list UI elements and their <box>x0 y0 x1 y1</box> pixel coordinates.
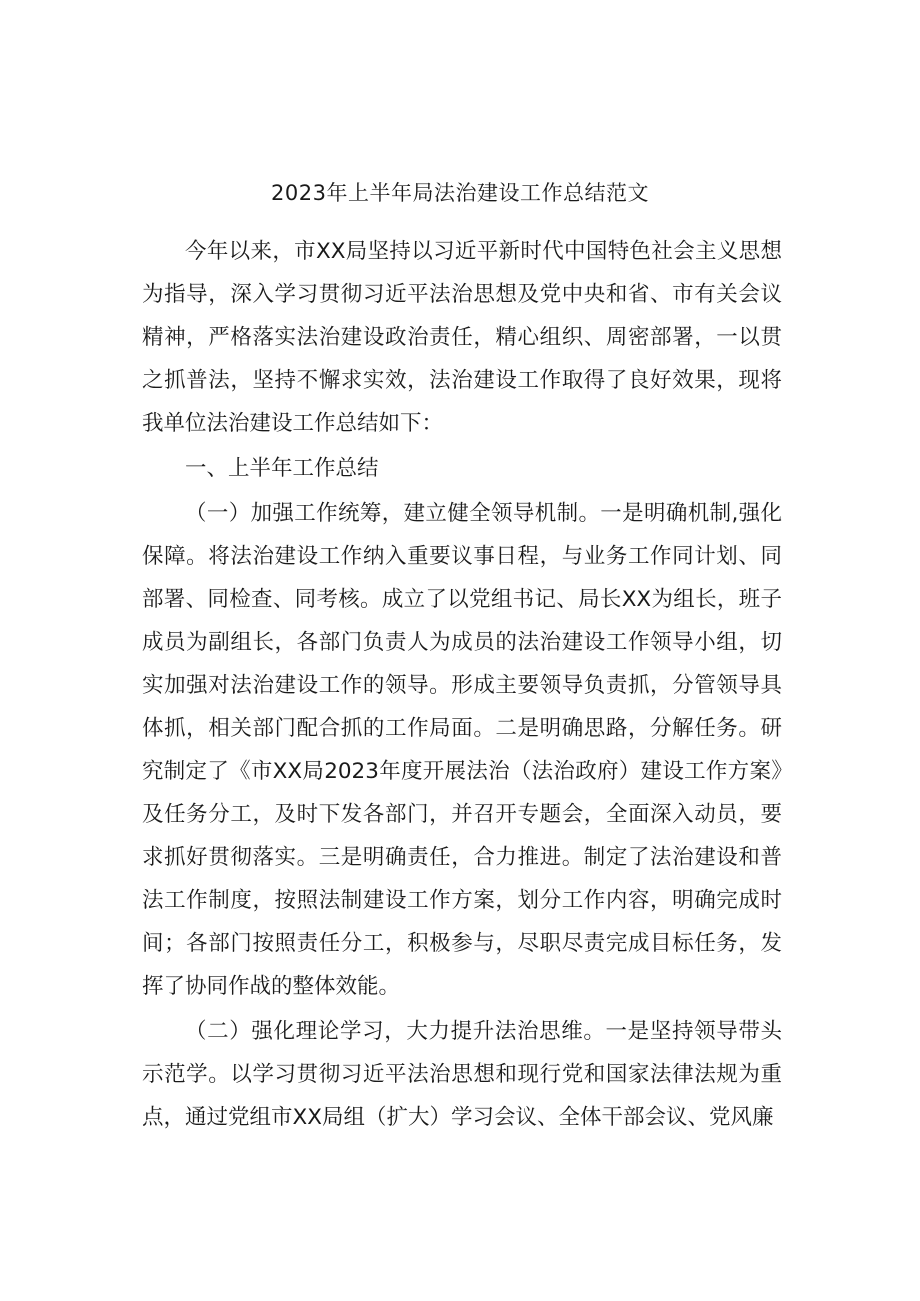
section-paragraph-2: （二）强化理论学习，大力提升法治思维。一是坚持领导带头示范学。以学习贯彻习近平法治思想和现行党和国家法律法规为重点，通过党组市XX局组（扩大）学习会议、全体干部会议、党风廉 <box>142 1019 782 1130</box>
section-heading: 一、上半年工作总结 <box>185 456 379 481</box>
section-paragraph-1: （一）加强工作统筹，建立健全领导机制。一是明确机制,强化保障。将法治建设工作纳入重要议事日程，与业务工作同计划、同部署、同检查、同考核。成立了以党组书记、局长XX为组长，班子成员为副组长，各部门负责人为成员的法治建设工作领导小组，切实加强对法治建设工作的领导。形成主要领导负责抓，分管领导具体抓，相关部门配合抓的工作局面。二是明确思路，分解任务。研究制定了《市XX局2023年度开展法治（法治政府）建设工作方案》及任务分工，及时下发各部门，并召开专题会，全面深入动员，要求抓好贯彻落实。三是明确责任，合力推进。制定了法治建设和普法工作制度，按照法制建设工作方案，划分工作内容，明确完成时间；各部门按照责任分工，积极参与，尽职尽责完成目标任务，发挥了协同作战的整体效能。 <box>142 501 782 999</box>
document-title: 2023年上半年局法治建设工作总结范文 <box>271 181 649 205</box>
document-body <box>142 230 782 1141</box>
intro-paragraph: 今年以来，市XX局坚持以习近平新时代中国特色社会主义思想为指导，深入学习贯彻习近平法治思想及党中央和省、市有关会议精神，严格落实法治建设政治责任，精心组织、周密部署，一以贯之抓普法，坚持不懈求实效，法治建设工作取得了良好效果，现将我单位法治建设工作总结如下： <box>142 239 782 436</box>
